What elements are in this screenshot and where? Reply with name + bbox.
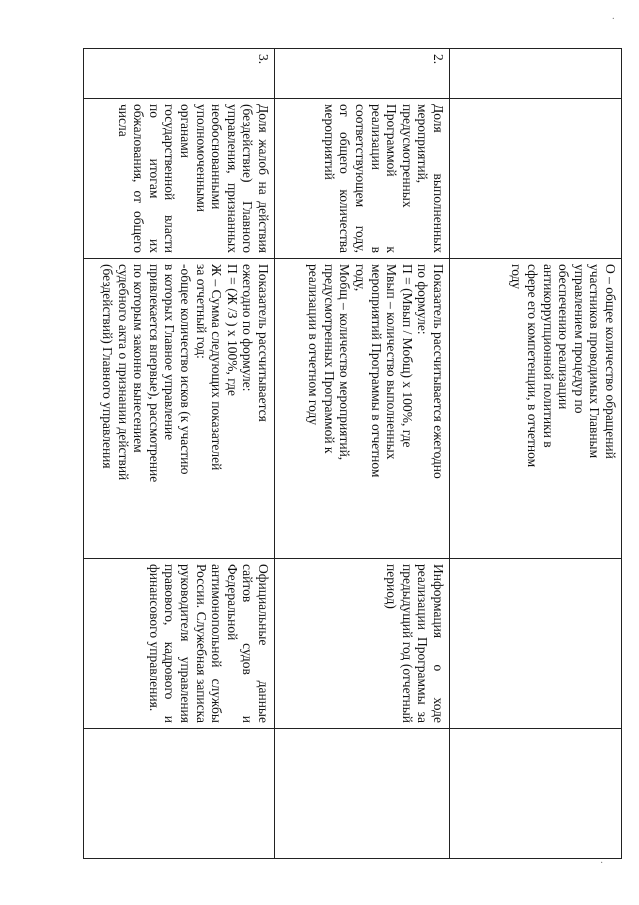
formula-line: обеспечению реализации — [556, 264, 572, 410]
data-source — [450, 559, 622, 729]
indicator-name: Доля жалоб на действия (бездействие) Главного управления, признанных необоснованными уполномоченными органами государственной власти по итогам их обжалования, от общего числа — [84, 99, 275, 259]
indicator-name: Доля выполненных мероприятий, предусмотренных Программой к реализации в соответствующем году, от общего количества мероприятий — [275, 99, 450, 259]
indicators-table — [83, 48, 622, 859]
scan-dot-bottom: · — [600, 858, 604, 869]
table-row — [84, 49, 275, 859]
empty-cell — [275, 729, 450, 859]
formula-line: участников проводимых Главным — [587, 264, 603, 459]
formula-line: году — [509, 264, 525, 290]
formula-line: предусмотренных Программой к — [321, 264, 337, 454]
formula-line: реализации в отчетном году — [306, 264, 322, 426]
formula-line: управлением процедур по — [571, 264, 587, 414]
formula-line: Мобщ – количество мероприятий, — [337, 264, 353, 461]
formula-line: привлекается впервые), рассмотрение — [146, 264, 162, 483]
formula-line: О – общее количество обращений — [603, 264, 618, 459]
formula-line: по которым законно вынесением — [131, 264, 147, 453]
formula-line: Показатель рассчитывается ежегодно — [431, 264, 446, 479]
formula-line: по формуле: — [415, 264, 431, 335]
formula-line: мероприятий Программы в отчетном — [368, 264, 384, 478]
data-source: Информация о ходе реализации Программы за предыдущий год (отчетный период) — [275, 559, 450, 729]
formula-line: П = (Мвып / Мобщ) х 100%, где — [399, 264, 415, 448]
formula-line: Показатель рассчитывается — [256, 264, 271, 422]
formula-line: сфере его компетенции, в отчетном — [525, 264, 541, 468]
empty-cell — [450, 729, 622, 859]
formula-line: (бездействий) Главного управления — [100, 264, 116, 469]
formula-line: П = (Ж /З ) х 100%, где — [224, 264, 240, 396]
formula-line: в которых Главное управление — [162, 264, 178, 441]
row-number: 2. — [275, 49, 450, 99]
formula-line: -общее количество исков (к участию — [178, 264, 194, 475]
indicator-formula — [275, 259, 450, 559]
formula-line: Мвып – количество выполненных — [384, 264, 400, 460]
formula-line: антикоррупционной политики в — [540, 264, 556, 448]
indicator-name — [450, 99, 622, 259]
formula-line: ежегодно по формуле: — [240, 264, 256, 392]
row-number: 3. — [84, 49, 275, 99]
table-row — [275, 49, 450, 859]
formula-line: судебного акта о признании действий — [115, 264, 131, 481]
formula-line: за отчетный год: — [193, 264, 209, 359]
indicator-formula — [84, 259, 275, 559]
data-source: Официальные данные сайтов судов и Федеральной антимонопольной службы России. Служебная записка руководителя управления правового, кадрового и финансового управления. — [84, 559, 275, 729]
scan-dot-top: · — [611, 14, 615, 25]
rotated-document-page — [84, 48, 622, 858]
formula-line: году, — [353, 264, 369, 292]
row-number — [450, 49, 622, 99]
indicator-formula — [450, 259, 622, 559]
empty-cell — [84, 729, 275, 859]
table-row — [450, 49, 622, 859]
formula-line: Ж – Сумма следующих показателей — [209, 264, 225, 471]
